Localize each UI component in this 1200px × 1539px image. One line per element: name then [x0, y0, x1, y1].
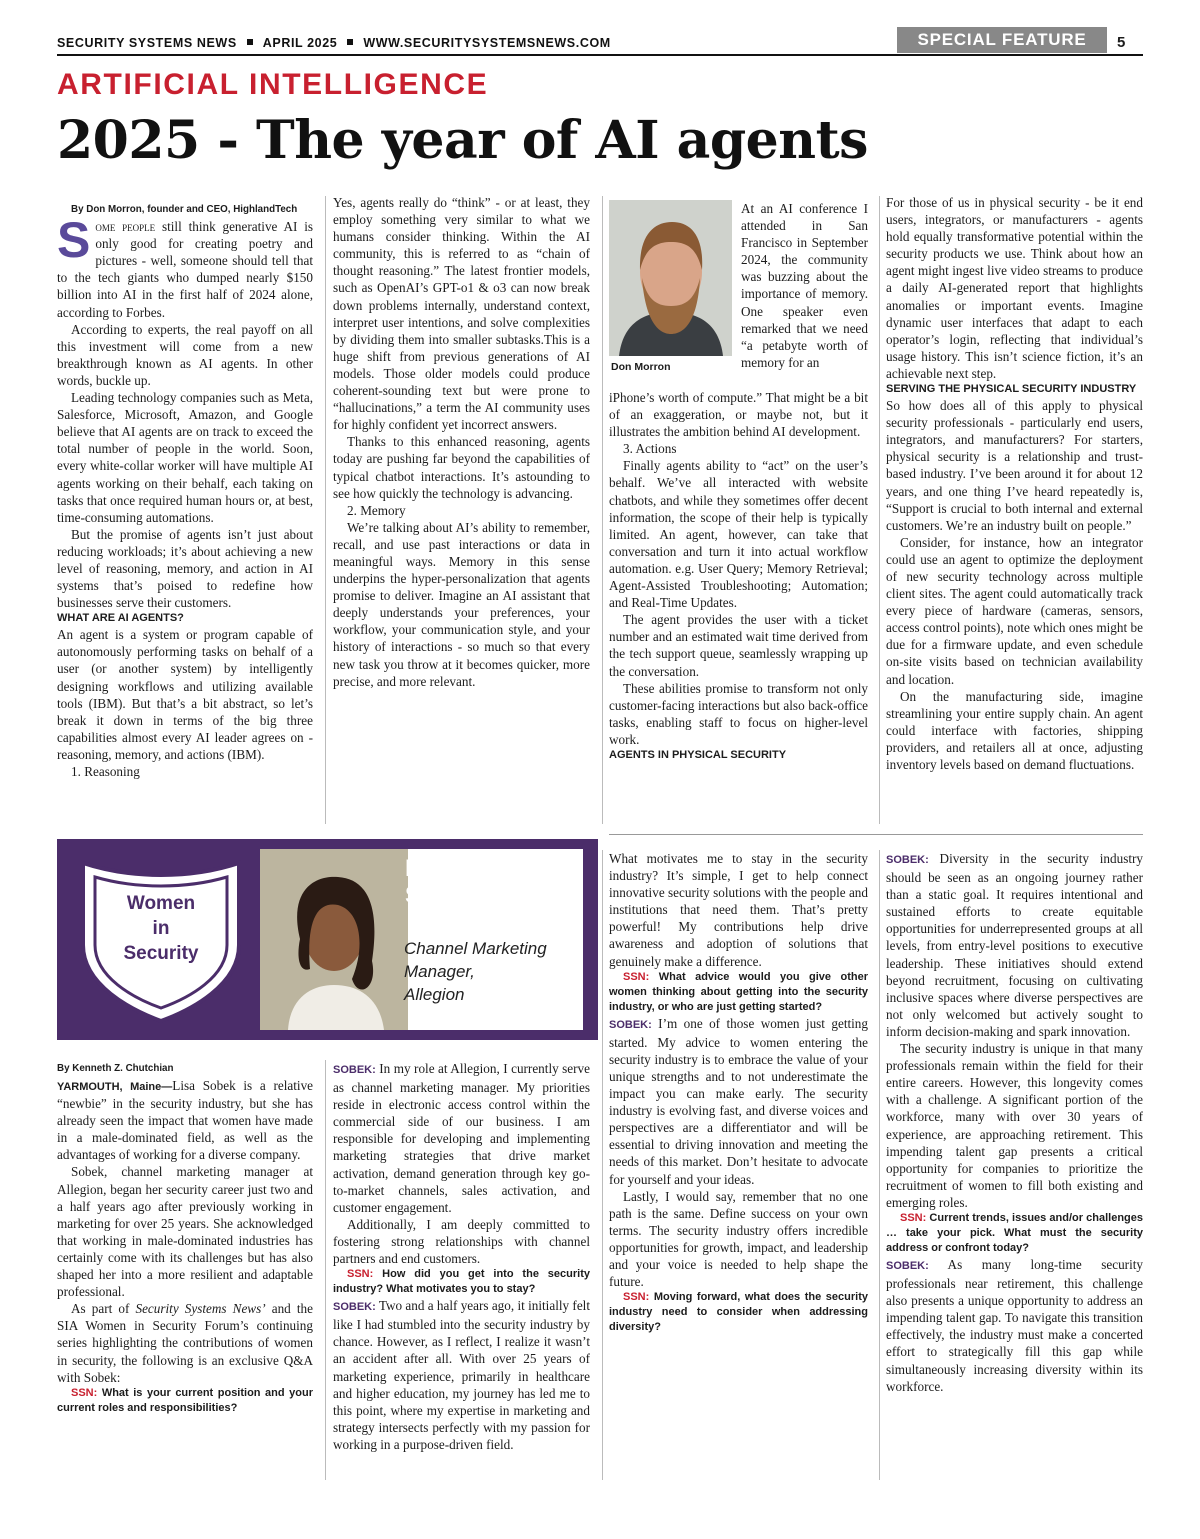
title-line: Manager, [404, 962, 475, 981]
badge-line: Women [126, 893, 196, 914]
paragraph: Additionally, I am deeply committed to fostering strong relationships with channel partners and end customers. [333, 1216, 590, 1267]
paragraph [609, 1015, 868, 1188]
paragraph [57, 1077, 313, 1163]
text-column [886, 194, 1143, 823]
first-name: Lisa [405, 855, 454, 882]
column-divider [879, 196, 880, 824]
author-photo [609, 200, 732, 356]
byline: By Don Morron, founder and CEO, HighlandTech [71, 204, 298, 215]
text-column [741, 200, 868, 372]
text-run: Moving forward, what does the security industry need to consider when addressing diversity? [609, 1291, 868, 1334]
separator-icon [247, 39, 253, 45]
column-divider [325, 1060, 326, 1480]
profile-title [404, 937, 547, 1006]
photo-caption: Don Morron [611, 361, 671, 373]
text-run: What is your current position and your current roles and responsibilities? [57, 1386, 313, 1414]
paragraph [609, 970, 868, 1015]
badge-line: Security [123, 943, 199, 964]
masthead [57, 36, 611, 50]
text-column [333, 1060, 590, 1480]
text-run: Security Systems News’ [135, 1301, 266, 1317]
article-column-1 [57, 201, 313, 823]
text-column [333, 194, 590, 823]
text-run: How did you get into the security industry? What motivates you to stay? [333, 1268, 590, 1296]
text-column [57, 804, 313, 823]
sobek-label: SOBEK: [609, 1018, 652, 1031]
paragraph: Lastly, I would say, remember that no one path is the same. Define success on your own terms. The security industry offers incredible opportunities for growth, impact, and leadership and your voice is needed to help shape the future. [609, 1188, 868, 1290]
lead-in: ome people [95, 219, 156, 235]
badge-line: in [152, 918, 170, 939]
text-run: and the SIA Women in Security Forum’s continuing series highlighting the contributions of women in security, the following is an exclusive Q&A with Sobek: [57, 1301, 313, 1385]
profile-name [405, 855, 477, 909]
subheading: WHAT ARE AI AGENTS? [57, 612, 184, 625]
text-run: YARMOUTH, Maine— [57, 1081, 173, 1094]
column-divider [879, 850, 880, 1480]
sobek-label: SOBEK: [333, 1064, 376, 1076]
paragraph: We’re talking about AI’s ability to remember, recall, and use past interactions or data in meaningful ways. Memory in this sense underpins the hyper-personalization that agents promise to deliver. Imagine an AI assistant that deeply understands your preferences, your workflow, your communication style, and your history of interactions - so much so that every new task you throw at it becomes quicker, more precise, and more relevant. [333, 519, 590, 689]
paragraph: According to experts, the real payoff on all this investment will come from a new breakthrough known as AI agents. In other words, buckle up. [57, 321, 313, 388]
page-number: 5 [1117, 34, 1126, 51]
column-divider [602, 850, 603, 1480]
text-run: Two and a half years ago, it initially felt like I had stumbled into the security industry by chance. However, as I reflect, I realize it wasn’t an accident after all. With over 25 years of marketing experience, primarily in healthcare and higher education, my journey has led me to this point, where my expertise in marketing and strategy intersects perfectly with my passion for working in a purpose-driven field. [333, 1298, 590, 1452]
badge-text [101, 891, 221, 966]
list-item: 2. Memory [347, 502, 406, 518]
paragraph [609, 1290, 868, 1335]
issue-date: APRIL 2025 [262, 36, 338, 50]
paragraph: What motivates me to stay in the security industry? It’s simple, I get to help connect innovative security solutions with the people and institutions that need them. That’s pretty powerful! My contributions help drive awareness and adoption of solutions that genuinely make a difference. [609, 851, 868, 969]
paragraph: These abilities promise to transform not only customer-facing interactions but also back-office tasks, enabling staff to focus on higher-level work. [609, 680, 868, 747]
paragraph: The agent provides the user with a ticket number and an estimated wait time derived from the tech support queue, seamlessly wrapping up the conversation. [609, 612, 868, 679]
paragraph [57, 1300, 313, 1385]
paragraph: iPhone’s worth of compute.” That might be a bit of an exaggeration, or maybe not, but it illustrates the ambition behind AI development. [609, 390, 868, 440]
list-item: 1. Reasoning [71, 764, 140, 779]
profile-banner [57, 839, 598, 1040]
ssn-label: SSN: [347, 1268, 374, 1281]
paragraph [886, 1256, 1143, 1395]
paragraph: Consider, for instance, how an integrator could use an agent to optimize the deployment of new security technology across multiple client sites. The agent could automatically track every piece of hardware (cameras, sensors, access control points), note which ones might be due for a firmware update, and even schedule on-site visits based on technician availability and location. [886, 534, 1143, 687]
paragraph [886, 850, 1143, 1040]
sobek-label: SOBEK: [886, 854, 929, 866]
paragraph: At an AI conference I attended in San Francisco in September 2024, the community was buzzing about the importance of memory. One speaker even remarked that we need “a petabyte worth of memory for an [741, 201, 868, 370]
text-run: In my role at Allegion, I currently serve as channel marketing manager. My priorities reside in electronic access control within the commercial side of our business. I am responsible for developing and implementing marketing strategies that drive market activation, demand generation through key go-to-market channels, sales activation, and customer engagement. [333, 1061, 590, 1215]
paragraph: On the manufacturing side, imagine streamlining your entire supply chain. An agent could interface with factories, shipping providers, and retailers all at once, adjusting inventory levels based on demand fluctuations. [886, 688, 1143, 772]
subheading: SERVING THE PHYSICAL SECURITY INDUSTRY [886, 383, 1137, 396]
section-label: SPECIAL FEATURE [897, 27, 1107, 53]
paragraph-text: still think generative AI is only good for creating poetry and pictures - well, someone should tell that to the tech giants who dumped nearly $150 billion into AI in the first half of 2024 alone, according to Forbes. [57, 219, 313, 320]
paragraph: So how does all of this apply to physical security professionals - particularly end users, integrators, and manufacturers? For starters, physical security is a relationship and trust-based industry. I’ve been around it for about 12 years, and one thing I’ve heard repeatedly is, “Support is crucial to both internal and external customers. We’re an industry built on people.” [886, 398, 1143, 533]
ssn-label: SSN: [71, 1386, 98, 1399]
paragraph: Sobek, channel marketing manager at Allegion, began her security career just two and a half years ago after previously working in marketing for over 25 years. She acknowledged that working in male-dominated industries has certainly come with its challenges but has also shaped her into a more resilient and adaptable professional. [57, 1164, 313, 1300]
text-column [609, 850, 868, 1480]
byline: By Kenneth Z. Chutchian [57, 1063, 174, 1074]
column-divider [602, 196, 603, 824]
column-divider [325, 196, 326, 824]
publication-name: SECURITY SYSTEMS NEWS [57, 36, 237, 50]
text-run: As part of [71, 1301, 136, 1317]
ssn-label: SSN: [623, 970, 650, 983]
paragraph: The security industry is unique in that many professionals remain within the field for their entire careers. However, this longevity comes with a challenge. A significant portion of the workforce, many with over 30 years of experience, are approaching retirement. This impending talent gap presents a critical opportunity for companies to prioritize the recruitment of women to fill both existing and emerging roles. [886, 1041, 1143, 1210]
sobek-label: SOBEK: [886, 1259, 929, 1272]
subheading: AGENTS IN PHYSICAL SECURITY [609, 748, 787, 761]
sobek-label: SOBEK: [333, 1301, 376, 1314]
text-run: As many long-time security professionals near retirement, this challenge also presents a unique opportunity to address an impending talent gap. To navigate this transition effectively, the industry must make a concerted effort to strategically fill this gap while simultaneously increasing diversity within its workforce. [886, 1256, 1143, 1394]
section-kicker: ARTIFICIAL INTELLIGENCE [57, 68, 489, 101]
text-run: Lisa Sobek is a relative “newbie” in the security industry, but she has already seen the impact that women have made in a male-dominated field, as well as the advantages of working for a diverse company. [57, 1078, 313, 1163]
paragraph: An agent is a system or program capable of autonomously performing tasks on behalf of a user (or another system) by intelligently designing workflows and utilizing available tools (IBM). But that’s a bit abstract, so let’s break it down in terms of the big three capabilities almost every AI leader agrees on - reasoning, memory, and actions (IBM). [57, 627, 313, 762]
text-run: I’m one of those women just getting started. My advice to women entering the security industry is to embrace the value of your unique strengths and to not underestimate the impact you can make early. The security industry is evolving fast, and diverse voices and perspectives are a differentiator and will be essential to driving innovation and meeting the needs of this market. Don’t hesitate to advocate for yourself and your ideas. [609, 1015, 868, 1187]
paragraph: Yes, agents really do “think” - or at least, they employ something very similar to what we humans consider thinking. Within the AI community, this is referred to as “chain of thought reasoning.” The latest frontier models, such as OpenAI’s GPT-o1 & o3 can now break down problems internally, understand context, interpret user intentions, and solve complexities by dividing them into smaller subtasks.This is a huge shift from previous generations of AI models. Those older models could produce coherent-sounding text but were prone to “hallucinations,” a term the AI community uses for highly confident yet incorrect answers. [333, 195, 590, 433]
separator-icon [347, 39, 353, 45]
ssn-label: SSN: [623, 1291, 650, 1304]
title-line: Allegion [404, 985, 465, 1004]
text-column [57, 1060, 313, 1480]
list-item: 3. Actions [623, 441, 677, 457]
publication-url[interactable]: WWW.SECURITYSYSTEMSNEWS.COM [363, 36, 611, 50]
section-rule [609, 834, 1143, 835]
paragraph [57, 212, 313, 321]
paragraph [886, 1211, 1143, 1256]
paragraph: Leading technology companies such as Meta, Salesforce, Microsoft, Amazon, and Google believe that AI agents are on track to exceed the total number of people in the world. Soon, every white-collar worker will have multiple AI agents working on their behalf, each taking on tasks that once required human hours or, at best, time-consuming automations. [57, 390, 313, 525]
paragraph [57, 1386, 313, 1416]
text-run: What advice would you give other women thinking about getting into the security industry, or who are just getting started? [609, 970, 868, 1013]
subject-photo [260, 849, 408, 1030]
text-run: Diversity in the security industry should be seen as an ongoing journey rather than a static goal. It requires intentional and sustained efforts to create equitable opportunities for underrepresented groups at all levels, from entry-level positions to executive leadership. These initiatives should extend beyond recruitment, focusing on cultivating inclusive spaces where diverse perspectives are not only welcomed but actively sought to inform decision-making and spark innovation. [886, 851, 1143, 1039]
paragraph: But the promise of agents isn’t just about reducing workloads; it’s about achieving a new level of reasoning, memory, and action in AI systems that’s poised to redefine how businesses serve their customers. [57, 526, 313, 611]
paragraph [333, 1060, 590, 1216]
header-rule [57, 54, 1143, 56]
drop-cap: S [57, 212, 91, 269]
paragraph: For those of us in physical security - be it end users, integrators, or manufacturers - agents hold equally transformative potential within the security products we use. Think about how an agent might ingest live video streams to produce a daily AI-generated report that highlights anomalies or important events. Imagine dynamic user interfaces that adapt to each operator’s login, reflecting that individual’s usage history. This isn’t science fiction, it’s an achievable next step. [886, 195, 1143, 381]
text-run: Current trends, issues and/or challenges … take your pick. What must the security address or confront today? [886, 1211, 1143, 1254]
text-column [886, 850, 1143, 1480]
text-column [609, 389, 868, 823]
paragraph [333, 1297, 590, 1453]
author-portrait-icon [609, 200, 732, 356]
paragraph: Thanks to this enhanced reasoning, agents today are pushing far beyond the capabilities of typical chatbot interactions. It’s astounding to see how quickly the technology is advancing. [333, 434, 590, 501]
ssn-label: SSN: [900, 1211, 927, 1224]
subject-portrait-icon [260, 849, 408, 1030]
title-line: Channel Marketing [404, 939, 547, 958]
paragraph: Finally agents ability to “act” on the user’s behalf. We’ve all interacted with website chatbots, and while they sometimes offer decent information, the scope of their help is typically limited. An agent, however, can take that conversation and turn it into actual workflow automation. e.g. User Query; Memory Retrieval; Agent-Assisted Troubleshooting; Automation; and Real-Time Updates. [609, 458, 868, 611]
article-headline: 2025 - The year of AI agents [57, 110, 868, 171]
last-name: Sobek [405, 882, 478, 909]
paragraph [333, 1267, 590, 1297]
